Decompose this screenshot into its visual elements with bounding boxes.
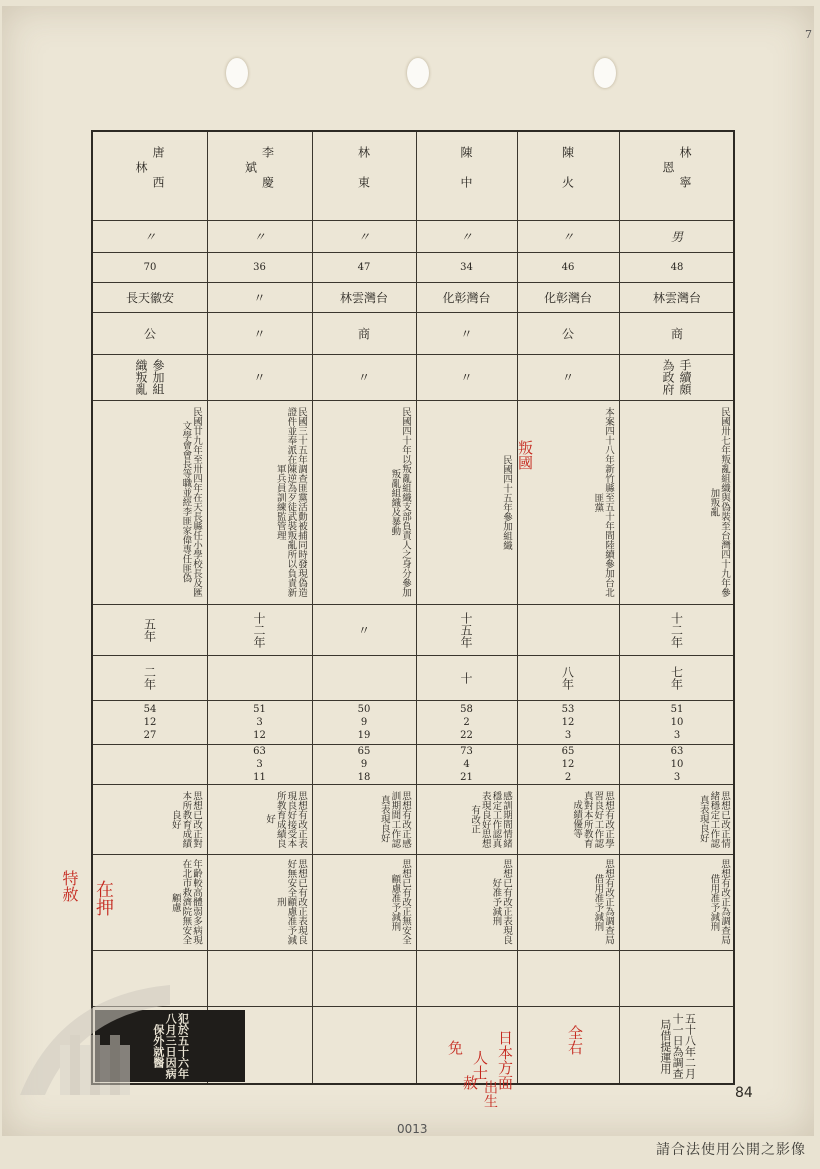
handwritten-annotation: 在押	[93, 880, 114, 916]
date-part: 51	[253, 703, 266, 715]
date-part: 10	[670, 758, 684, 770]
cell-education: 〃	[252, 371, 266, 383]
cell-remark: 年齡較高體弱多病現在北市救濟院無安全顧慮	[169, 859, 202, 945]
cell-release	[312, 744, 416, 784]
date-part: 12	[561, 758, 575, 770]
date-part: 3	[673, 771, 681, 783]
cell-term_years: 十二年	[252, 611, 266, 648]
cell-remark: 思想有改正為調查局借用准予減刑	[592, 859, 614, 945]
date-part: 2	[463, 716, 470, 728]
cell-crime: 民國三十五年調查匪黨活動被捕同時發現偽造證件並奉派在陳逆為歹徒武裝叛亂所以負責新軍兵員訓練監管理	[274, 407, 307, 597]
handwritten-annotation: 出生	[482, 1080, 498, 1108]
cell-term_years: 五年	[142, 617, 157, 642]
archive-watermark-icon	[0, 975, 180, 1115]
cell-remark: 思想有改正為調查局借用准予減刑	[708, 859, 730, 945]
date-part: 27	[143, 729, 157, 741]
date-part: 63	[253, 745, 266, 757]
handwritten-annotation: 赦	[461, 1075, 479, 1090]
handwritten-annotation: 人士	[471, 1050, 489, 1080]
cell-arrest	[619, 700, 735, 744]
date-part: 22	[460, 729, 473, 741]
cell-origin: 化彰灣台	[442, 290, 491, 305]
cell-conduct: 思想有改正感訓期間工作認真表現良好	[378, 790, 411, 848]
date-part: 3	[256, 758, 263, 770]
cell-education: 〃	[459, 371, 473, 383]
cell-term_months: 七年	[669, 665, 684, 690]
cell-name: 李慶斌	[243, 146, 275, 206]
date-part: 21	[460, 771, 473, 783]
cell-age: 70	[143, 261, 157, 273]
cell-name: 林東	[356, 146, 371, 206]
cell-name: 陳中	[459, 146, 473, 206]
date-part: 4	[463, 758, 470, 770]
cell-arrest	[416, 700, 517, 744]
cell-education: 〃	[560, 371, 575, 383]
date-part: 11	[253, 771, 266, 783]
cell-arrest	[517, 700, 619, 744]
cell-conduct: 思想已改正對本所教育成績良好	[169, 790, 202, 848]
cell-education: 〃	[356, 371, 371, 383]
date-part: 63	[670, 745, 684, 757]
cell-term_years	[517, 604, 619, 655]
cell-term_months	[312, 655, 416, 700]
cell-crime: 民國卅七年叛亂組織與偽裝至台灣四十九年參加叛亂	[708, 407, 730, 597]
date-part: 18	[357, 771, 371, 783]
date-part: 54	[143, 703, 157, 715]
cell-gender: 〃	[460, 229, 473, 244]
cell-conduct: 思想有改正學習良好工作認真對本所教育成績優等	[571, 790, 614, 848]
date-part: 73	[460, 745, 473, 757]
date-part: 12	[143, 716, 157, 728]
cell-occupation: 〃	[253, 326, 266, 341]
cell-crime: 民國四十年以叛亂組織支部負責人之身分參加叛亂組織及暴動	[389, 407, 411, 597]
corner-mark: 7	[805, 28, 812, 41]
cell-age: 47	[357, 261, 371, 273]
cell-gender: 〃	[253, 229, 266, 244]
cell-release	[619, 744, 735, 784]
cell-term_months: 二年	[142, 665, 157, 690]
cell-term_months	[207, 655, 312, 700]
cell-occupation: 公	[143, 326, 156, 341]
cell-arrest	[93, 700, 207, 744]
roster-table	[91, 130, 735, 1085]
cell-education: 參加組織叛亂	[134, 359, 165, 395]
cell-origin: 長天徽安	[125, 290, 174, 305]
cell-arrest	[312, 700, 416, 744]
cell-release	[207, 744, 312, 784]
date-part: 3	[256, 716, 263, 728]
handwritten-annotation: 全右	[566, 1025, 584, 1055]
date-part: 19	[357, 729, 371, 741]
punch-hole	[226, 58, 248, 88]
cell-origin: 〃	[253, 290, 266, 305]
cell-gender: 〃	[561, 229, 574, 244]
cell-conduct: 思想有改正表現良好接受本所教育成績良好	[264, 790, 307, 848]
cell-occupation: 商	[357, 326, 370, 341]
cell-age: 48	[670, 261, 684, 273]
cell-occupation: 商	[670, 326, 683, 341]
cell-remark: 思想已有改正無安全顧慮准予減刑	[389, 859, 411, 945]
cell-occupation: 公	[561, 326, 574, 341]
bottom-right-note: 五十八年二月十一日為調查局借提運用	[658, 1013, 697, 1079]
handwritten-annotation: 日本方面	[496, 1030, 514, 1090]
cell-release	[517, 744, 619, 784]
cell-gender: 〃	[143, 229, 156, 244]
bottom-left-note: 犯於五十六年八月三日因病保外就醫	[95, 1010, 245, 1082]
punch-hole	[594, 58, 616, 88]
cell-crime: 民國四十五年參加組織	[501, 454, 512, 550]
cell-gender: 〃	[357, 229, 370, 244]
date-part: 51	[670, 703, 684, 715]
cell-name: 陳火	[560, 146, 575, 206]
cell-age: 34	[460, 261, 473, 273]
date-part: 65	[561, 745, 575, 757]
cell-term_months: 十	[459, 671, 473, 684]
date-part: 50	[357, 703, 371, 715]
page-number: 0013	[397, 1122, 428, 1136]
cell-conduct: 感訓期間情緒穩定工作認真表現良好思想有改正	[469, 790, 512, 848]
date-part: 65	[357, 745, 371, 757]
handwritten-annotation: 84	[735, 1085, 753, 1101]
cell-release	[93, 744, 207, 784]
date-part: 10	[670, 716, 684, 728]
handwritten-annotation: 特赦	[60, 870, 79, 902]
cell-origin: 林雲灣台	[652, 290, 701, 305]
cell-age: 36	[253, 261, 266, 273]
handwritten-annotation: 免	[446, 1040, 464, 1055]
cell-term_years: 十二年	[669, 611, 684, 648]
cell-term_years: 〃	[356, 623, 371, 636]
date-part: 58	[460, 703, 473, 715]
cell-occupation: 〃	[460, 326, 473, 341]
cell-arrest	[207, 700, 312, 744]
cell-term_years: 十五年	[459, 611, 473, 648]
cell-crime: 民國廿九年至卅四年在天長縣任小學校長及匯文學會會長等職並經李匪家偉專任匪偽	[180, 407, 202, 597]
cell-origin: 林雲灣台	[339, 290, 388, 305]
cell-term_months: 八年	[560, 665, 575, 690]
date-part: 9	[360, 716, 368, 728]
date-part: 3	[673, 729, 681, 741]
cell-name: 唐西林	[134, 146, 165, 206]
date-part: 12	[253, 729, 266, 741]
cell-origin: 化彰灣台	[543, 290, 592, 305]
cell-conduct: 思想已改正情緒穩定工作認真表現良好	[697, 790, 730, 848]
date-part: 3	[564, 729, 572, 741]
cell-gender: 男	[670, 229, 683, 244]
punch-hole	[407, 58, 429, 88]
cell-release	[416, 744, 517, 784]
cell-remark: 思想已有改正表現良好無安全顧慮准予減刑	[274, 859, 307, 945]
handwritten-annotation: 叛國	[516, 440, 534, 470]
date-part: 12	[561, 716, 575, 728]
cell-education: 手續頗為政府	[661, 359, 692, 395]
date-part: 53	[561, 703, 575, 715]
date-part: 2	[564, 771, 572, 783]
watermark-text: 請合法使用公開之影像	[656, 1142, 806, 1158]
cell-remark: 思想已有改正表現良好准予減刑	[490, 859, 512, 945]
cell-name: 林寧恩	[661, 146, 692, 206]
cell-crime: 本案四十八年新竹縣至五十年間陸續參加台北匪黨	[592, 407, 614, 597]
cell-age: 46	[561, 261, 575, 273]
date-part: 9	[360, 758, 368, 770]
